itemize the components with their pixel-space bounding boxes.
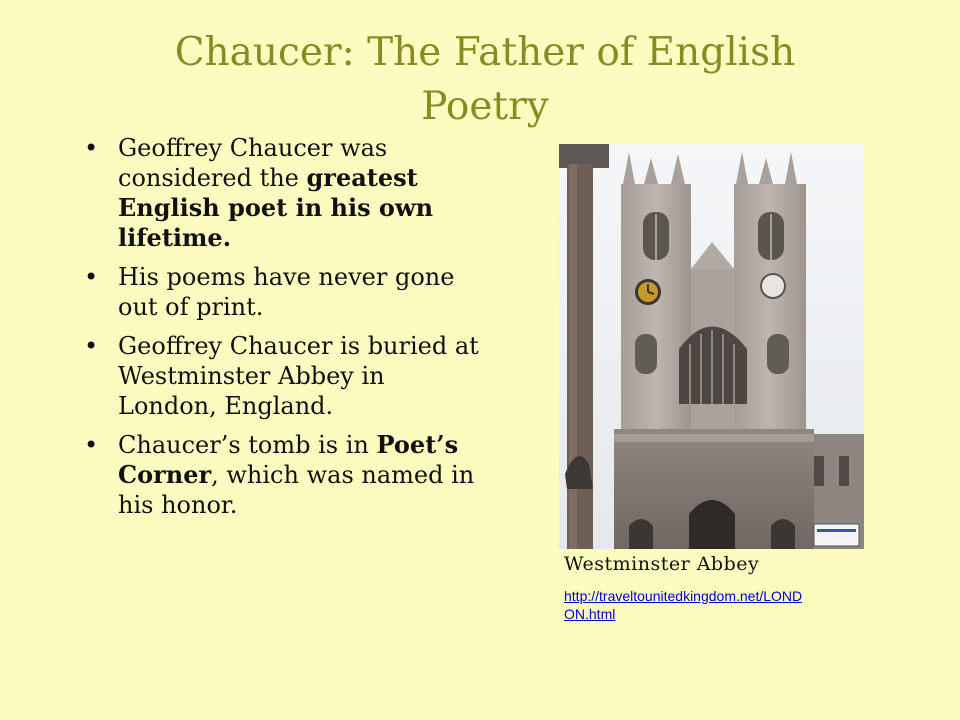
bullet-item [84, 331, 484, 421]
bullet-text: Chaucer’s tomb is in [118, 431, 377, 459]
westminster-abbey-photo [559, 144, 864, 549]
bullet-item [84, 262, 484, 322]
bullet-text: His poems have never gone out of print. [118, 263, 455, 321]
bullet-text-bold: greatest English poet in his own lifetime. [118, 163, 434, 252]
bullet-list [84, 133, 484, 529]
slide-title: Chaucer: The Father of English Poetry [174, 30, 796, 129]
bullet-icon: • [84, 431, 99, 459]
bullet-text: , which was named in his honor. [118, 461, 475, 519]
image-caption: Westminster Abbey [564, 553, 760, 575]
bullet-icon: • [84, 332, 99, 360]
bullet-icon: • [84, 263, 99, 291]
bullet-text-bold: Poet’s Corner [118, 430, 459, 489]
bullet-text: Geoffrey Chaucer was considered the [118, 134, 388, 192]
bullet-item [84, 133, 484, 253]
bullet-text: Geoffrey Chaucer is buried at Westminster Abbey in London, England. [118, 332, 479, 420]
bullet-item [84, 430, 484, 520]
image-source-link[interactable]: http://traveltounitedkingdom.net/LONDON.html [564, 588, 803, 622]
bullet-icon: • [84, 134, 99, 162]
